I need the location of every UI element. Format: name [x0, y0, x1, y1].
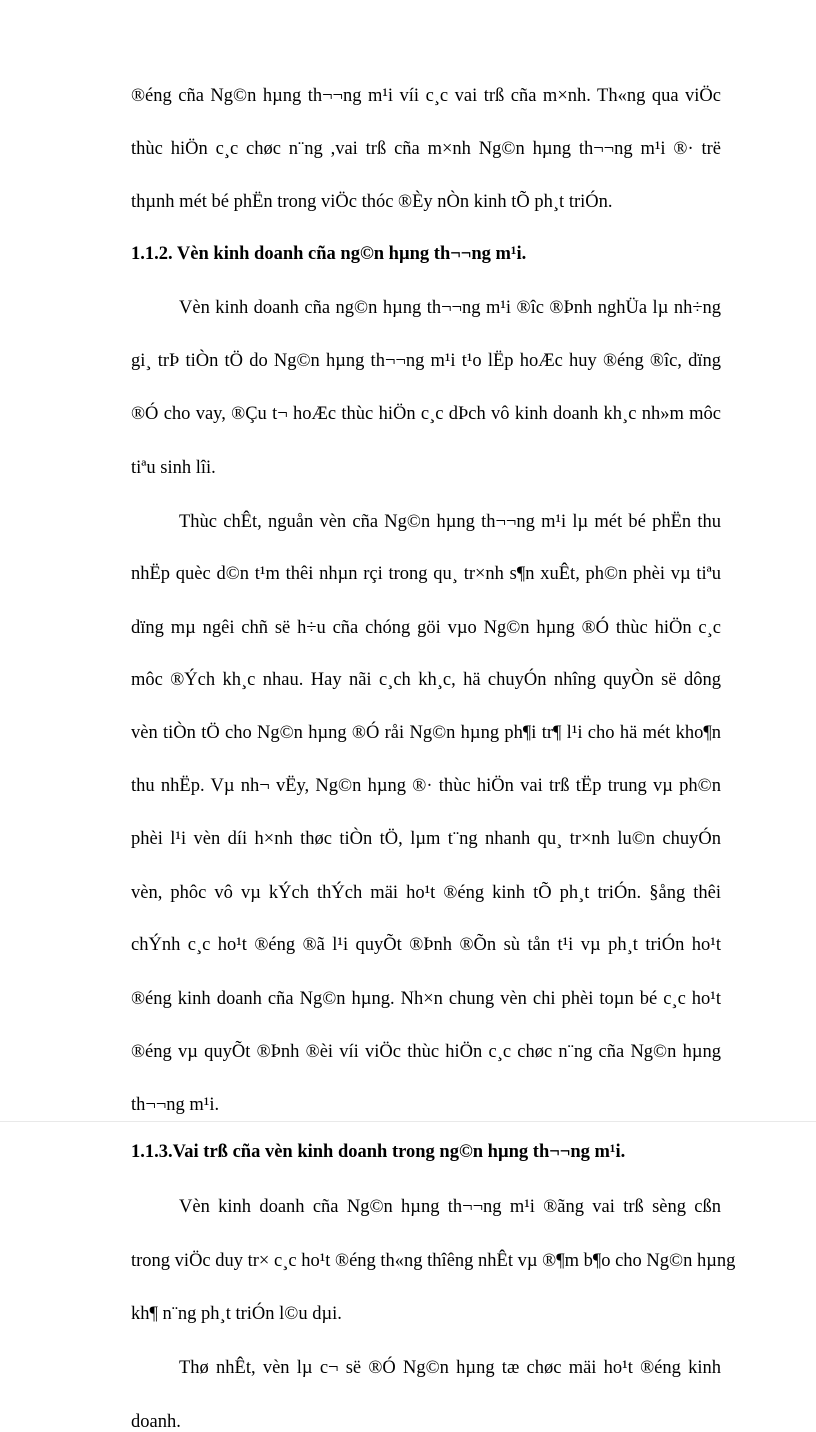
paragraph-line: Thø nhÊt, vèn lµ c¬ së ®Ó Ng©n hµng tæ chøc mäi ho¹t ®éng kinh [179, 1358, 721, 1378]
paragraph-line: tiªu sinh lîi. [131, 458, 216, 478]
page-bottom-edge [0, 1121, 816, 1122]
paragraph-line: kh¶ n¨ng ph¸t triÓn l©u dµi. [131, 1304, 342, 1324]
paragraph-line: thùc hiÖn c¸c chøc n¨ng ,vai trß cña m×nh Ng©n hµng th¬¬ng m¹i ®· trë [131, 139, 721, 159]
paragraph-line: ®éng vµ quyÕt ®Þnh ®èi víi viÖc thùc hiÖn c¸c chøc n¨ng cña Ng©n hµng [131, 1042, 721, 1062]
paragraph-line: ®Ó cho vay, ®Çu t¬ hoÆc thùc hiÖn c¸c dÞch vô kinh doanh kh¸c nh»m môc [131, 404, 721, 424]
paragraph-line: ®éng cña Ng©n hµng th¬¬ng m¹i víi c¸c vai trß cña m×nh. Th«ng qua viÖc [131, 86, 721, 106]
paragraph-line: phèi l¹i vèn díi h×nh thøc tiÒn tÖ, lµm t¨ng nhanh qu¸ tr×nh lu©n chuyÓn [131, 829, 721, 849]
paragraph-line: dïng mµ ngêi chñ së h÷u cña chóng göi vµo Ng©n hµng ®Ó thùc hiÖn c¸c [131, 618, 721, 638]
paragraph-line: môc ®Ých kh¸c nhau. Hay nãi c¸ch kh¸c, hä chuyÓn nhîng quyÒn së dông [131, 670, 721, 690]
paragraph-line: thu nhËp. Vµ nh¬ vËy, Ng©n hµng ®· thùc hiÖn vai trß tËp trung vµ ph©n [131, 776, 721, 796]
section-heading: 1.1.2. Vèn kinh doanh cña ng©n hµng th¬¬ng m¹i. [131, 244, 527, 264]
section-heading: 1.1.3.Vai trß cña vèn kinh doanh trong ng©n hµng th¬¬ng m¹i. [131, 1142, 626, 1162]
paragraph-line: gi¸ trÞ tiÒn tÖ do Ng©n hµng th¬¬ng m¹i t¹o lËp hoÆc huy ®éng ®îc, dïng [131, 351, 721, 371]
paragraph-line: th¬¬ng m¹i. [131, 1095, 220, 1115]
paragraph-line: doanh. [131, 1412, 181, 1432]
document-page [131, 86, 736, 1432]
paragraph-line: Vèn kinh doanh cña ng©n hµng th¬¬ng m¹i ®îc ®Þnh nghÜa lµ nh÷ng [179, 298, 721, 318]
paragraph-line: chÝnh c¸c ho¹t ®éng ®ã l¹i quyÕt ®Þnh ®Õn sù tån t¹i vµ ph¸t triÓn ho¹t [131, 935, 721, 955]
paragraph-line: thµnh mét bé phËn trong viÖc thóc ®Èy nÒn kinh tÕ ph¸t triÓn. [131, 192, 613, 212]
paragraph-line: Vèn kinh doanh cña Ng©n hµng th¬¬ng m¹i ®ãng vai trß sèng cßn [179, 1197, 721, 1217]
paragraph-line: vèn, phôc vô vµ kÝch thÝch mäi ho¹t ®éng kinh tÕ ph¸t triÓn. §ång thêi [131, 883, 721, 903]
paragraph-line: vèn tiÒn tÖ cho Ng©n hµng ®Ó råi Ng©n hµng ph¶i tr¶ l¹i cho hä mét kho¶n [131, 723, 721, 743]
paragraph-line: trong viÖc duy tr× c¸c ho¹t ®éng th«ng thîêng nhÊt vµ ®¶m b¶o cho Ng©n hµng [131, 1251, 736, 1271]
paragraph-line: nhËp quèc d©n t¹m thêi nhµn rçi trong qu¸ tr×nh s¶n xuÊt, ph©n phèi vµ tiªu [131, 564, 721, 584]
paragraph-line: ®éng kinh doanh cña Ng©n hµng. Nh×n chung vèn chi phèi toµn bé c¸c ho¹t [131, 989, 721, 1009]
paragraph-line: Thùc chÊt, nguån vèn cña Ng©n hµng th¬¬ng m¹i lµ mét bé phËn thu [179, 512, 721, 532]
